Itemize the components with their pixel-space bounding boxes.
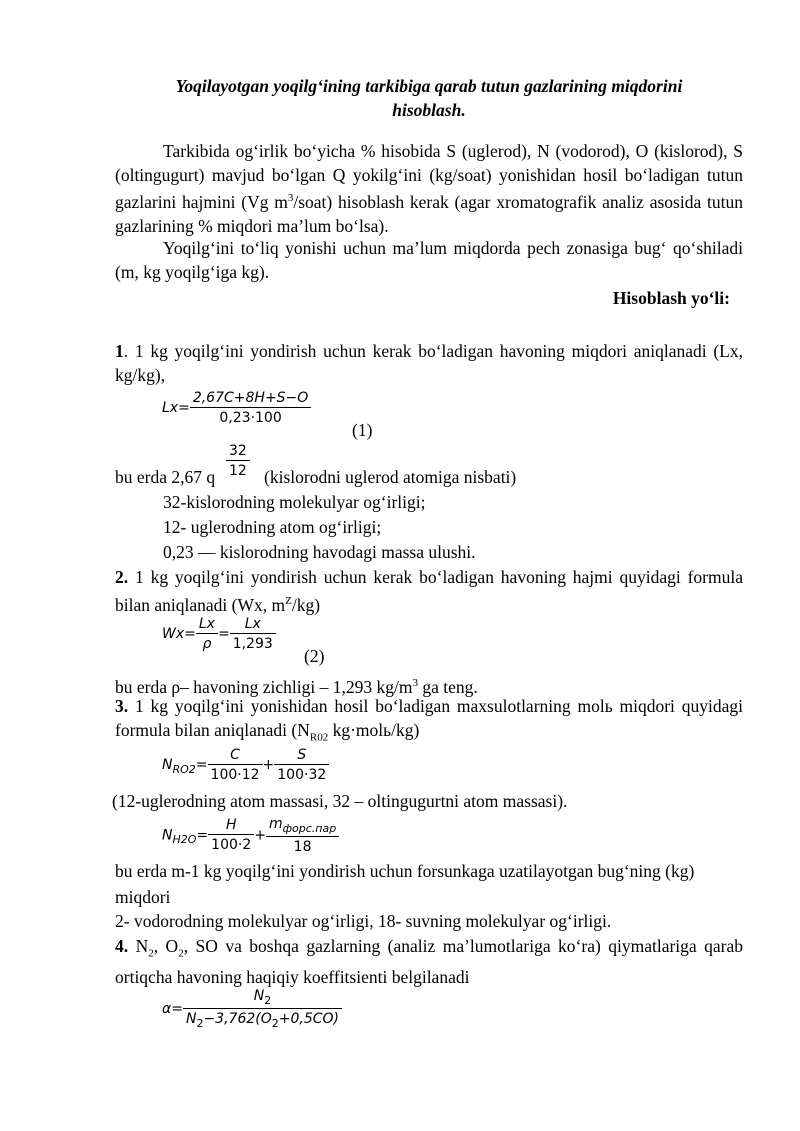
equation-label-2: (2) bbox=[304, 646, 325, 666]
formula-lx-numerator: 2,67C+8H+S−O bbox=[190, 390, 311, 408]
equation-label-1: (1) bbox=[352, 420, 373, 440]
intro-paragraph-1: Tarkibida og‘irlik bo‘yicha % hisobida S (uglerod), N (vodorod), O (kislorod), S (oltingugurt) mavjud bo‘lgan Q yokilg‘ini (kg/soat) yonishidan hosil bo‘ladigan tutun gazlarini hajmini (Vg $m^3/soat$) hisoblash kerak (agar xromatografik analiz asosida tutun gazlarining % miqdori ma’lum bo‘lsa). bbox=[115, 141, 743, 236]
step-1-note-1: 32-kislorodning molekulyar og‘irligi; bbox=[163, 492, 426, 512]
formula-lx: Lx= $\frac{2,67C+8H+S-O}{0,23\cdot 100}$ bbox=[162, 390, 311, 426]
step-2-where: bu erda ρ– havoning zichligi – 1,293 $kg/m^3$ ga teng. bbox=[115, 676, 478, 697]
document-title bbox=[115, 74, 743, 122]
step-1-note-3: 0,23 — kislorodning havodagi massa ulushi. bbox=[163, 542, 476, 562]
intro-paragraph-2: Yoqilg‘ini to‘liq yonishi uchun ma’lum miqdorda pech zonasiga bug‘ qo‘shiladi (m, kg yoqilg‘iga kg). bbox=[115, 238, 743, 282]
step-3-note: (12-uglerodning atom massasi, 32 – oltingugurtni atom massasi). bbox=[112, 791, 568, 811]
title-line-1: Yoqilayotgan yoqilg‘ining tarkibiga qarab tutun gazlarining miqdorini bbox=[175, 76, 683, 96]
step-3-text: 3. 1 kg yoqilg‘ini yonishidan hosil bo‘ladigan maxsulotlarning molь miqdori quyidagi formula bilan aniqlanadi ($N_{R02}$ kg·molь/kg) bbox=[115, 696, 743, 744]
step-4-text: 4. $N_2$, $O_2$, SO va boshqa gazlarning (analiz ma’lumotlariga ko‘ra) qiymatlariga qarab ortiqcha havoning haqiqiy koeffitsienti belgilanadi bbox=[115, 936, 743, 988]
formula-nh2o: $N_{H2O}=$ $\frac{H}{100\cdot 2}$ + $m_{форс.пар}$ 18 bbox=[162, 816, 339, 855]
title-line-2: hisoblash. bbox=[392, 100, 466, 120]
ratio-32-12: $\frac{32}{12}$ bbox=[226, 443, 250, 479]
step-2-text: 2. 1 kg yoqilg‘ini yondirish uchun kerak bo‘ladigan havoning hajmi quyidagi formula bilan aniqlanadi (Wx, $m^Z/kg$) bbox=[115, 567, 743, 615]
formula-lx-denominator: 0,23·100 bbox=[219, 410, 282, 426]
formula-alpha: α= $\frac{N_2}{N_2-3,762(O_2+0,5CO)}$ bbox=[162, 988, 342, 1030]
step-1-text: 1. 1 kg yoqilg‘ini yondirish uchun kerak bo‘ladigan havoning miqdori aniqlanadi (Lx, kg/kg), bbox=[115, 341, 743, 385]
step-1-note-2: 12- uglerodning atom og‘irligi; bbox=[163, 517, 382, 537]
step-1-where-suffix: (kislorodni uglerod atomiga nisbati) bbox=[264, 467, 517, 487]
step-3-where-1: bu erda m-1 kg yoqilg‘ini yondirish uchun forsunkaga uzatilayotgan bug‘ning (kg) bbox=[115, 861, 695, 881]
step-3-where-2: miqdori bbox=[115, 887, 171, 907]
method-heading: Hisoblash yo‘li: bbox=[612, 288, 730, 308]
step-1-where: bu erda 2,67 q bbox=[115, 467, 216, 487]
formula-wx: Wx= $\frac{Lx}{\rho}$ = $\frac{Lx}{1,293}$ bbox=[162, 616, 276, 652]
step-3-where-3: 2- vodorodning molekulyar og‘irligi, 18- suvning molekulyar og‘irligi. bbox=[115, 911, 612, 931]
formula-nro2: $N_{RO2}=$ $\frac{C}{100\cdot 12}$ + $\frac{S}{100\cdot 32}$ bbox=[162, 747, 329, 783]
